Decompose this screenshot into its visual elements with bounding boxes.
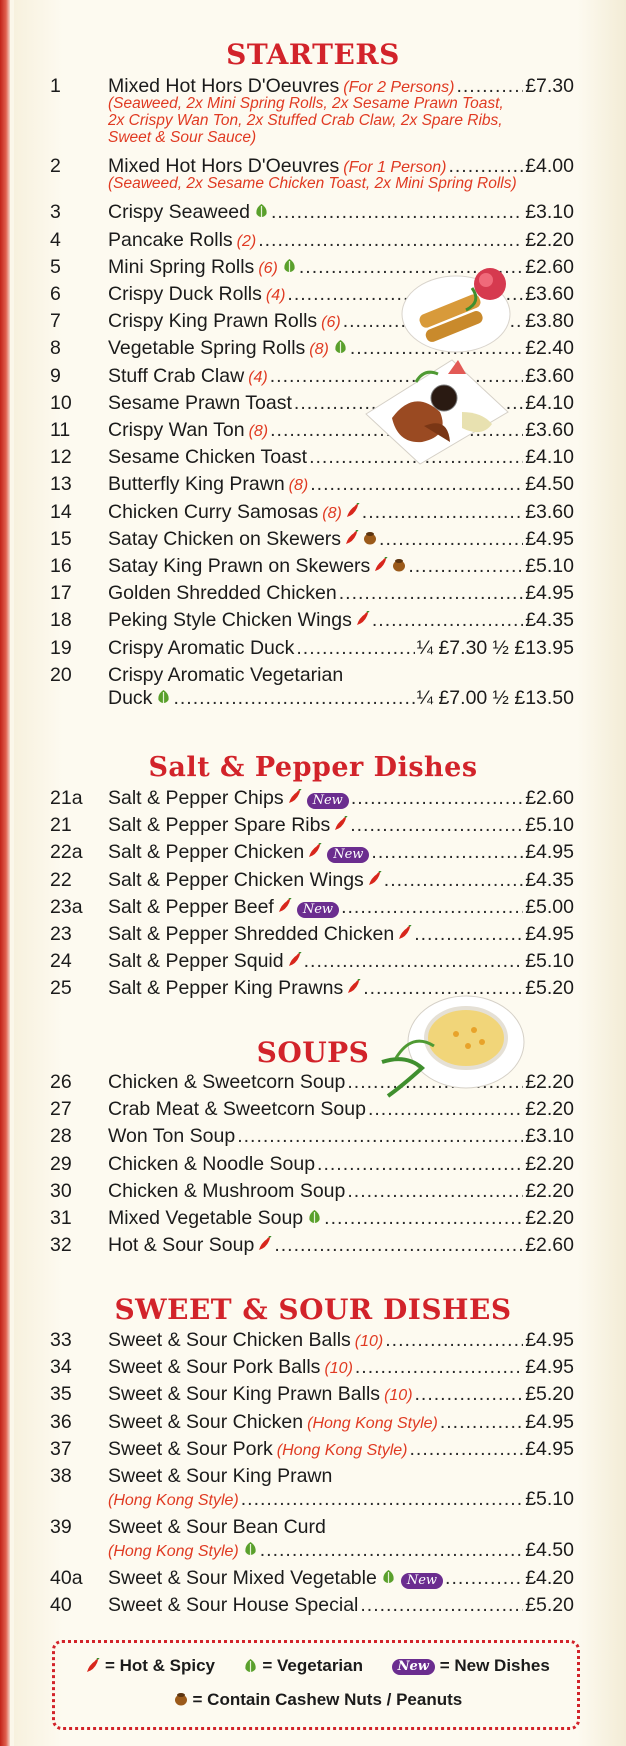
leader-dots <box>351 786 523 810</box>
leader-dots <box>362 500 523 524</box>
item-number: 27 <box>50 1098 72 1121</box>
item-name: Golden Shredded Chicken <box>108 582 337 605</box>
item-number: 15 <box>50 527 72 550</box>
item-price: £2.40 <box>525 337 574 360</box>
crispy-duck-photo <box>362 352 512 467</box>
leader-dots <box>415 1382 524 1406</box>
item-continuation <box>108 687 574 710</box>
leader-dots <box>409 1437 523 1461</box>
leader-dots <box>324 1206 523 1230</box>
item-price: £3.60 <box>525 500 574 523</box>
item-price: £4.95 <box>525 923 574 945</box>
item-name: Salt & Pepper King Prawns <box>108 977 344 1000</box>
leader-dots <box>440 1410 523 1434</box>
item-price: £2.60 <box>525 787 574 809</box>
item-price: ¼ £7.30 ½ £13.95 <box>416 636 574 659</box>
item-price: £2.20 <box>525 228 574 251</box>
item-number: 11 <box>50 419 71 441</box>
section-title-sweet-sour: SWEET & SOUR DISHES <box>114 1293 512 1326</box>
legend-veg-label: = Vegetarian <box>262 1656 363 1675</box>
item-number: 7 <box>50 310 61 333</box>
item-price: £4.35 <box>525 868 574 891</box>
leader-dots <box>372 608 523 632</box>
leader-dots <box>241 1488 523 1511</box>
item-number: 14 <box>50 500 72 523</box>
leader-dots <box>350 813 523 837</box>
item-price: £3.80 <box>525 310 574 333</box>
item-price: £4.95 <box>525 1410 574 1433</box>
item-row <box>108 554 574 578</box>
item-number: 40 <box>50 1594 72 1617</box>
item-number: 32 <box>50 1234 72 1257</box>
item-number: 30 <box>50 1179 72 1202</box>
item-name: Salt & Pepper Spare Ribs <box>108 814 331 837</box>
item-row <box>108 663 574 687</box>
item-price: £5.10 <box>525 1488 574 1510</box>
item-name: Peking Style Chicken Wings <box>108 609 352 632</box>
leaf-icon <box>333 336 348 351</box>
leader-dots <box>258 228 523 252</box>
leader-dots <box>317 1152 523 1176</box>
chili-icon <box>368 868 382 883</box>
item-name: Crispy King Prawn Rolls <box>108 310 318 333</box>
item-number: 37 <box>50 1437 72 1460</box>
item-name: Chicken & Mushroom Soup <box>108 1179 346 1202</box>
item-note: (10) <box>354 1333 384 1350</box>
leader-dots <box>408 554 523 578</box>
chili-icon <box>258 1233 272 1248</box>
leaf-icon <box>381 1566 396 1581</box>
item-number: 29 <box>50 1152 72 1175</box>
item-number: 23 <box>50 923 72 945</box>
item-name: Salt & Pepper Squid <box>108 950 284 973</box>
legend-nuts-label: = Contain Cashew Nuts / Peanuts <box>192 1690 463 1709</box>
item-name: Sesame Prawn Toast <box>108 391 292 414</box>
nut-icon <box>363 527 377 541</box>
item-price: £5.10 <box>525 814 574 837</box>
leaf-icon <box>282 255 297 270</box>
item-price: £4.35 <box>525 609 574 632</box>
item-name: Salt & Pepper Beef <box>108 895 274 918</box>
item-row <box>108 1464 574 1488</box>
item-row <box>108 813 574 837</box>
item-number: 6 <box>50 283 61 305</box>
leader-dots <box>341 895 523 919</box>
soup-bowl-photo <box>378 992 528 1100</box>
item-row <box>108 922 574 946</box>
item-description: 2x Crispy Wan Ton, 2x Stuffed Crab Claw, 2x Spare Ribs, <box>108 112 503 129</box>
section-title-soups: SOUPS <box>256 1036 370 1069</box>
leader-dots <box>445 1566 523 1590</box>
item-note: (For 1 Person) <box>343 159 447 177</box>
item-row <box>108 608 574 632</box>
chili-icon <box>288 949 302 964</box>
item-note: (4) <box>248 368 268 386</box>
item-row <box>108 1179 574 1203</box>
new-badge-icon: New <box>392 1659 435 1675</box>
item-name: Crispy Wan Ton <box>108 419 245 441</box>
item-row <box>108 500 574 526</box>
leader-dots <box>339 581 523 605</box>
item-number: 34 <box>50 1356 72 1379</box>
item-name: Sweet & Sour Chicken <box>108 1410 304 1433</box>
item-price: £5.20 <box>525 1594 574 1617</box>
item-row <box>108 200 574 224</box>
item-number: 5 <box>50 255 61 278</box>
legend-new-label: = New Dishes <box>439 1656 550 1675</box>
item-name: Crispy Seaweed <box>108 201 250 224</box>
item-name: Mixed Vegetable Soup <box>108 1207 304 1229</box>
item-price: £4.10 <box>525 446 574 469</box>
item-price: £4.50 <box>525 1539 574 1561</box>
item-note: (6) <box>258 259 278 277</box>
new-badge-icon: New <box>401 1573 443 1589</box>
new-badge-icon: New <box>307 793 349 809</box>
item-number: 18 <box>50 609 72 632</box>
item-row <box>108 1437 574 1463</box>
item-row <box>108 1233 574 1257</box>
item-price: £5.00 <box>525 895 574 918</box>
legend-line-1 <box>55 1656 577 1676</box>
item-name: Sweet & Sour Pork <box>108 1437 273 1460</box>
item-name: Sweet & Sour King Prawn <box>108 1465 333 1487</box>
item-price: £4.20 <box>525 1567 574 1589</box>
nut-icon <box>392 554 406 568</box>
item-price: £4.95 <box>525 1356 574 1379</box>
item-name: Hot & Sour Soup <box>108 1234 255 1257</box>
item-note: (Hong Kong Style) <box>108 1543 239 1560</box>
item-note: (6) <box>321 314 341 332</box>
item-name-continued: Duck <box>108 686 153 709</box>
leader-dots <box>304 949 524 973</box>
item-price: £2.60 <box>525 255 574 278</box>
item-number: 38 <box>50 1465 72 1487</box>
item-number: 31 <box>50 1207 72 1229</box>
leader-dots <box>371 840 523 864</box>
leaf-icon <box>307 1206 322 1221</box>
item-price: £4.00 <box>525 155 574 178</box>
item-note: (8) <box>288 477 309 495</box>
item-continuation <box>108 1539 574 1562</box>
leader-dots <box>384 868 523 892</box>
item-row <box>108 1328 574 1354</box>
item-description: Sweet & Sour Sauce) <box>108 129 257 146</box>
item-price: £3.60 <box>525 283 574 305</box>
item-price: £2.60 <box>525 1234 574 1257</box>
item-name: Stuff Crab Claw <box>108 364 245 387</box>
item-name: Mixed Hot Hors D'Oeuvres <box>108 75 340 97</box>
item-price: £3.60 <box>525 419 574 441</box>
item-note: (8) <box>248 423 269 440</box>
item-price: ¼ £7.00 ½ £13.50 <box>416 686 574 709</box>
item-row <box>108 527 574 551</box>
leader-dots <box>347 1179 523 1203</box>
leader-dots <box>355 1355 523 1379</box>
item-row <box>108 1206 574 1230</box>
item-note: (4) <box>265 287 286 304</box>
chili-icon <box>347 976 361 991</box>
chili-icon <box>345 527 359 542</box>
legend-line-2 <box>55 1690 577 1710</box>
item-number: 25 <box>50 977 72 1000</box>
legend-hot-label: = Hot & Spicy <box>104 1656 215 1675</box>
item-number: 22 <box>50 868 72 891</box>
chili-icon <box>356 608 370 623</box>
leaf-icon <box>243 1539 258 1554</box>
leader-dots <box>379 527 523 551</box>
item-name: Butterfly King Prawn <box>108 473 285 496</box>
item-number: 21a <box>50 787 83 809</box>
item-number: 36 <box>50 1410 72 1433</box>
item-name: Pancake Rolls <box>108 228 233 251</box>
item-name: Mixed Hot Hors D'Oeuvres <box>108 155 340 178</box>
item-number: 4 <box>50 228 61 251</box>
item-row <box>108 868 574 892</box>
item-row <box>108 1124 574 1148</box>
new-badge-icon: New <box>327 847 369 863</box>
item-row <box>108 1097 574 1121</box>
item-name: Mini Spring Rolls <box>108 255 255 278</box>
item-note: (10) <box>324 1360 353 1378</box>
item-row <box>108 228 574 254</box>
chili-icon <box>346 500 360 515</box>
item-number: 16 <box>50 555 72 577</box>
item-name: Salt & Pepper Chicken <box>108 841 305 864</box>
item-name: Crispy Aromatic Vegetarian <box>108 663 344 686</box>
item-row <box>108 581 574 605</box>
chili-icon <box>308 840 322 855</box>
section-title-starters: STARTERS <box>226 38 400 71</box>
item-number: 10 <box>50 391 72 414</box>
item-number: 8 <box>50 337 61 360</box>
item-price: £3.10 <box>525 1125 574 1148</box>
leader-dots <box>173 687 414 710</box>
item-row <box>108 1566 574 1590</box>
chili-icon <box>278 895 292 910</box>
item-name: Satay King Prawn on Skewers <box>108 555 371 577</box>
item-row <box>108 1515 574 1539</box>
leader-dots <box>260 1539 523 1562</box>
item-note: (8) <box>309 341 329 359</box>
item-name: Salt & Pepper Chicken Wings <box>108 868 364 891</box>
nut-icon <box>174 1691 188 1705</box>
chili-icon <box>288 786 302 801</box>
item-number: 13 <box>50 473 72 496</box>
item-row <box>108 1355 574 1381</box>
spring-rolls-photo <box>398 258 518 358</box>
item-number: 20 <box>50 663 72 686</box>
item-row <box>108 1382 574 1408</box>
item-price: £4.95 <box>525 1437 574 1460</box>
chili-icon <box>374 554 388 569</box>
item-name: Sweet & Sour King Prawn Balls <box>108 1383 381 1406</box>
item-continuation <box>108 1488 574 1511</box>
item-note: (Hong Kong Style) <box>276 1441 408 1459</box>
item-number: 24 <box>50 950 72 973</box>
leader-dots <box>360 1593 523 1617</box>
item-row <box>108 895 574 919</box>
item-note: (2) <box>236 232 257 250</box>
item-number: 12 <box>50 446 72 469</box>
item-number: 2 <box>50 155 61 178</box>
item-number: 1 <box>50 75 61 97</box>
item-price: £2.20 <box>525 1152 574 1175</box>
item-name: Satay Chicken on Skewers <box>108 527 342 550</box>
item-price: £2.20 <box>525 1207 574 1229</box>
chili-icon <box>398 922 412 937</box>
item-number: 9 <box>50 364 61 387</box>
item-price: £5.10 <box>525 555 574 577</box>
item-number: 17 <box>50 582 72 605</box>
leader-dots <box>368 1097 523 1121</box>
item-name: Sweet & Sour Chicken Balls <box>108 1329 351 1351</box>
item-price: £5.10 <box>525 950 574 973</box>
item-price: £4.95 <box>525 841 574 864</box>
item-number: 39 <box>50 1516 72 1538</box>
leaf-icon <box>243 1658 258 1673</box>
item-price: £2.20 <box>525 1071 574 1093</box>
item-price: £3.10 <box>525 201 574 224</box>
section-title-salt-pepper: Salt & Pepper Dishes <box>148 752 478 783</box>
leader-dots <box>274 1233 523 1257</box>
item-name: Sesame Chicken Toast <box>108 446 308 469</box>
item-price: £2.20 <box>525 1098 574 1121</box>
item-name: Won Ton Soup <box>108 1125 236 1148</box>
item-name: Sweet & Sour House Special <box>108 1594 359 1617</box>
item-row <box>108 636 574 660</box>
item-name: Sweet & Sour Pork Balls <box>108 1356 321 1379</box>
item-name: Crispy Aromatic Duck <box>108 636 295 659</box>
item-number: 28 <box>50 1125 72 1148</box>
chili-icon <box>334 813 348 828</box>
leader-dots <box>296 636 414 660</box>
item-name: Chicken & Sweetcorn Soup <box>108 1071 346 1093</box>
leader-dots <box>385 1328 523 1352</box>
item-price: £5.20 <box>525 1383 574 1406</box>
item-row <box>108 1152 574 1176</box>
leader-dots <box>271 200 523 224</box>
item-name: Crab Meat & Sweetcorn Soup <box>108 1098 366 1121</box>
item-price: £4.95 <box>525 1329 574 1351</box>
legend-box <box>52 1640 580 1730</box>
item-number: 26 <box>50 1071 72 1093</box>
item-price: £7.30 <box>525 75 574 97</box>
item-row <box>108 786 574 810</box>
item-row <box>108 949 574 973</box>
item-row <box>108 1410 574 1436</box>
item-note: (For 2 Persons) <box>343 79 455 96</box>
item-price: £4.95 <box>525 527 574 550</box>
leader-dots <box>310 472 523 496</box>
item-description: (Seaweed, 2x Mini Spring Rolls, 2x Sesame Prawn Toast, <box>108 95 504 112</box>
leaf-icon <box>254 200 269 215</box>
leader-dots <box>414 922 523 946</box>
item-row <box>108 1593 574 1617</box>
item-name: Crispy Duck Rolls <box>108 283 262 305</box>
item-name: Vegetable Spring Rolls <box>108 337 306 360</box>
item-name: Chicken Curry Samosas <box>108 500 319 523</box>
item-number: 21 <box>50 814 72 837</box>
item-name: Salt & Pepper Chips <box>108 787 284 809</box>
item-price: £5.20 <box>525 977 574 1000</box>
item-note: (10) <box>384 1387 413 1405</box>
item-price: £4.50 <box>525 473 574 496</box>
item-name: Chicken & Noodle Soup <box>108 1152 316 1175</box>
item-number: 3 <box>50 201 61 224</box>
item-name: Sweet & Sour Bean Curd <box>108 1516 326 1538</box>
item-note: (8) <box>322 504 342 522</box>
item-price: £2.20 <box>525 1179 574 1202</box>
item-number: 33 <box>50 1329 72 1351</box>
item-number: 40a <box>50 1567 83 1589</box>
item-row <box>108 472 574 498</box>
item-name: Sweet & Sour Mixed Vegetable <box>108 1567 377 1589</box>
chili-icon <box>86 1658 100 1673</box>
leaf-icon <box>156 687 171 702</box>
item-name: Salt & Pepper Shredded Chicken <box>108 923 395 945</box>
item-description: (Seaweed, 2x Sesame Chicken Toast, 2x Mini Spring Rolls) <box>108 175 517 193</box>
new-badge-icon: New <box>297 902 339 918</box>
item-number: 35 <box>50 1383 72 1406</box>
item-price: £4.10 <box>525 391 574 414</box>
item-price: £4.95 <box>525 582 574 605</box>
item-number: 23a <box>50 895 83 918</box>
item-row <box>108 840 574 864</box>
menu-spine <box>0 0 10 1746</box>
item-note: (Hong Kong Style) <box>307 1414 438 1432</box>
item-note: (Hong Kong Style) <box>108 1492 239 1509</box>
leader-dots <box>237 1124 523 1148</box>
item-price: £3.60 <box>525 364 574 387</box>
item-number: 22a <box>50 841 83 864</box>
item-number: 19 <box>50 636 72 659</box>
